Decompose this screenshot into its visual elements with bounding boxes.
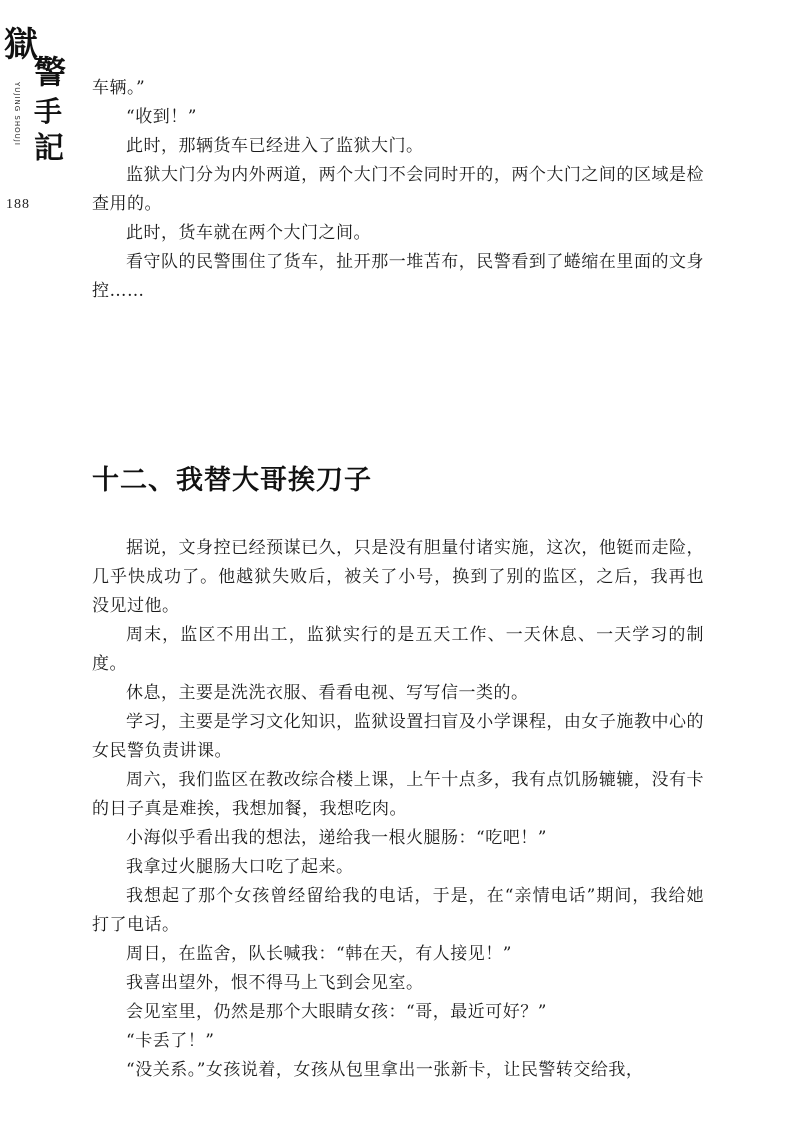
paragraph: 我喜出望外，恨不得马上飞到会见室。 xyxy=(126,973,424,993)
logo-char-3: 手 xyxy=(34,95,63,128)
page-number: 188 xyxy=(6,197,30,212)
paragraph: 小海似乎看出我的想法，递给我一根火腿肠：“吃吧！” xyxy=(126,828,547,848)
paragraph: 此时，那辆货车已经进入了监狱大门。 xyxy=(126,136,424,156)
paragraph: 此时，货车就在两个大门之间。 xyxy=(126,223,371,243)
paragraph: 周日，在监舍，队长喊我：“韩在天，有人接见！” xyxy=(126,944,512,964)
paragraph: 车辆。” xyxy=(92,78,146,98)
book-logo xyxy=(4,20,74,180)
paragraph: 我拿过火腿肠大口吃了起来。 xyxy=(126,857,354,877)
logo-char-1: 獄 xyxy=(4,25,38,65)
paragraph: 监狱大门分为内外两道，两个大门不会同时开的，两个大门之间的区域是检查用的。 xyxy=(92,165,704,214)
paragraph: “没关系。”女孩说着，女孩从包里拿出一张新卡，让民警转交给我， xyxy=(126,1060,644,1080)
logo-char-4: 記 xyxy=(34,131,64,166)
paragraph: “收到！” xyxy=(126,107,197,127)
paragraph: 休息，主要是洗洗衣服、看看电视、写写信一类的。 xyxy=(126,683,529,703)
paragraph: 周末，监区不用出工，监狱实行的是五天工作、一天休息、一天学习的制度。 xyxy=(92,625,704,674)
paragraph: 会见室里，仍然是那个大眼睛女孩：“哥，最近可好？” xyxy=(126,1002,547,1022)
paragraph: 我想起了那个女孩曾经留给我的电话，于是，在“亲情电话”期间，我给她打了电话。 xyxy=(92,886,704,935)
logo-char-2: 警 xyxy=(34,53,67,91)
paragraph: 据说，文身控已经预谋已久，只是没有胆量付诸实施，这次，他铤而走险，几乎快成功了。他越狱失败后，被关了小号，换到了别的监区，之后，我再也没见过他。 xyxy=(92,538,704,616)
logo-roman-text: YUJING SHOUJI xyxy=(13,82,21,146)
paragraph: 学习，主要是学习文化知识，监狱设置扫盲及小学课程，由女子施教中心的女民警负责讲课。 xyxy=(92,712,704,761)
paragraph: “卡丢了！” xyxy=(126,1031,215,1051)
paragraph: 周六，我们监区在教改综合楼上课，上午十点多，我有点饥肠辘辘，没有卡的日子真是难挨，我想加餐，我想吃肉。 xyxy=(92,770,704,819)
chapter-title: 十二、我替大哥挨刀子 xyxy=(92,465,372,496)
paragraph: 看守队的民警围住了货车，扯开那一堆苫布，民警看到了蜷缩在里面的文身控…… xyxy=(92,252,704,301)
